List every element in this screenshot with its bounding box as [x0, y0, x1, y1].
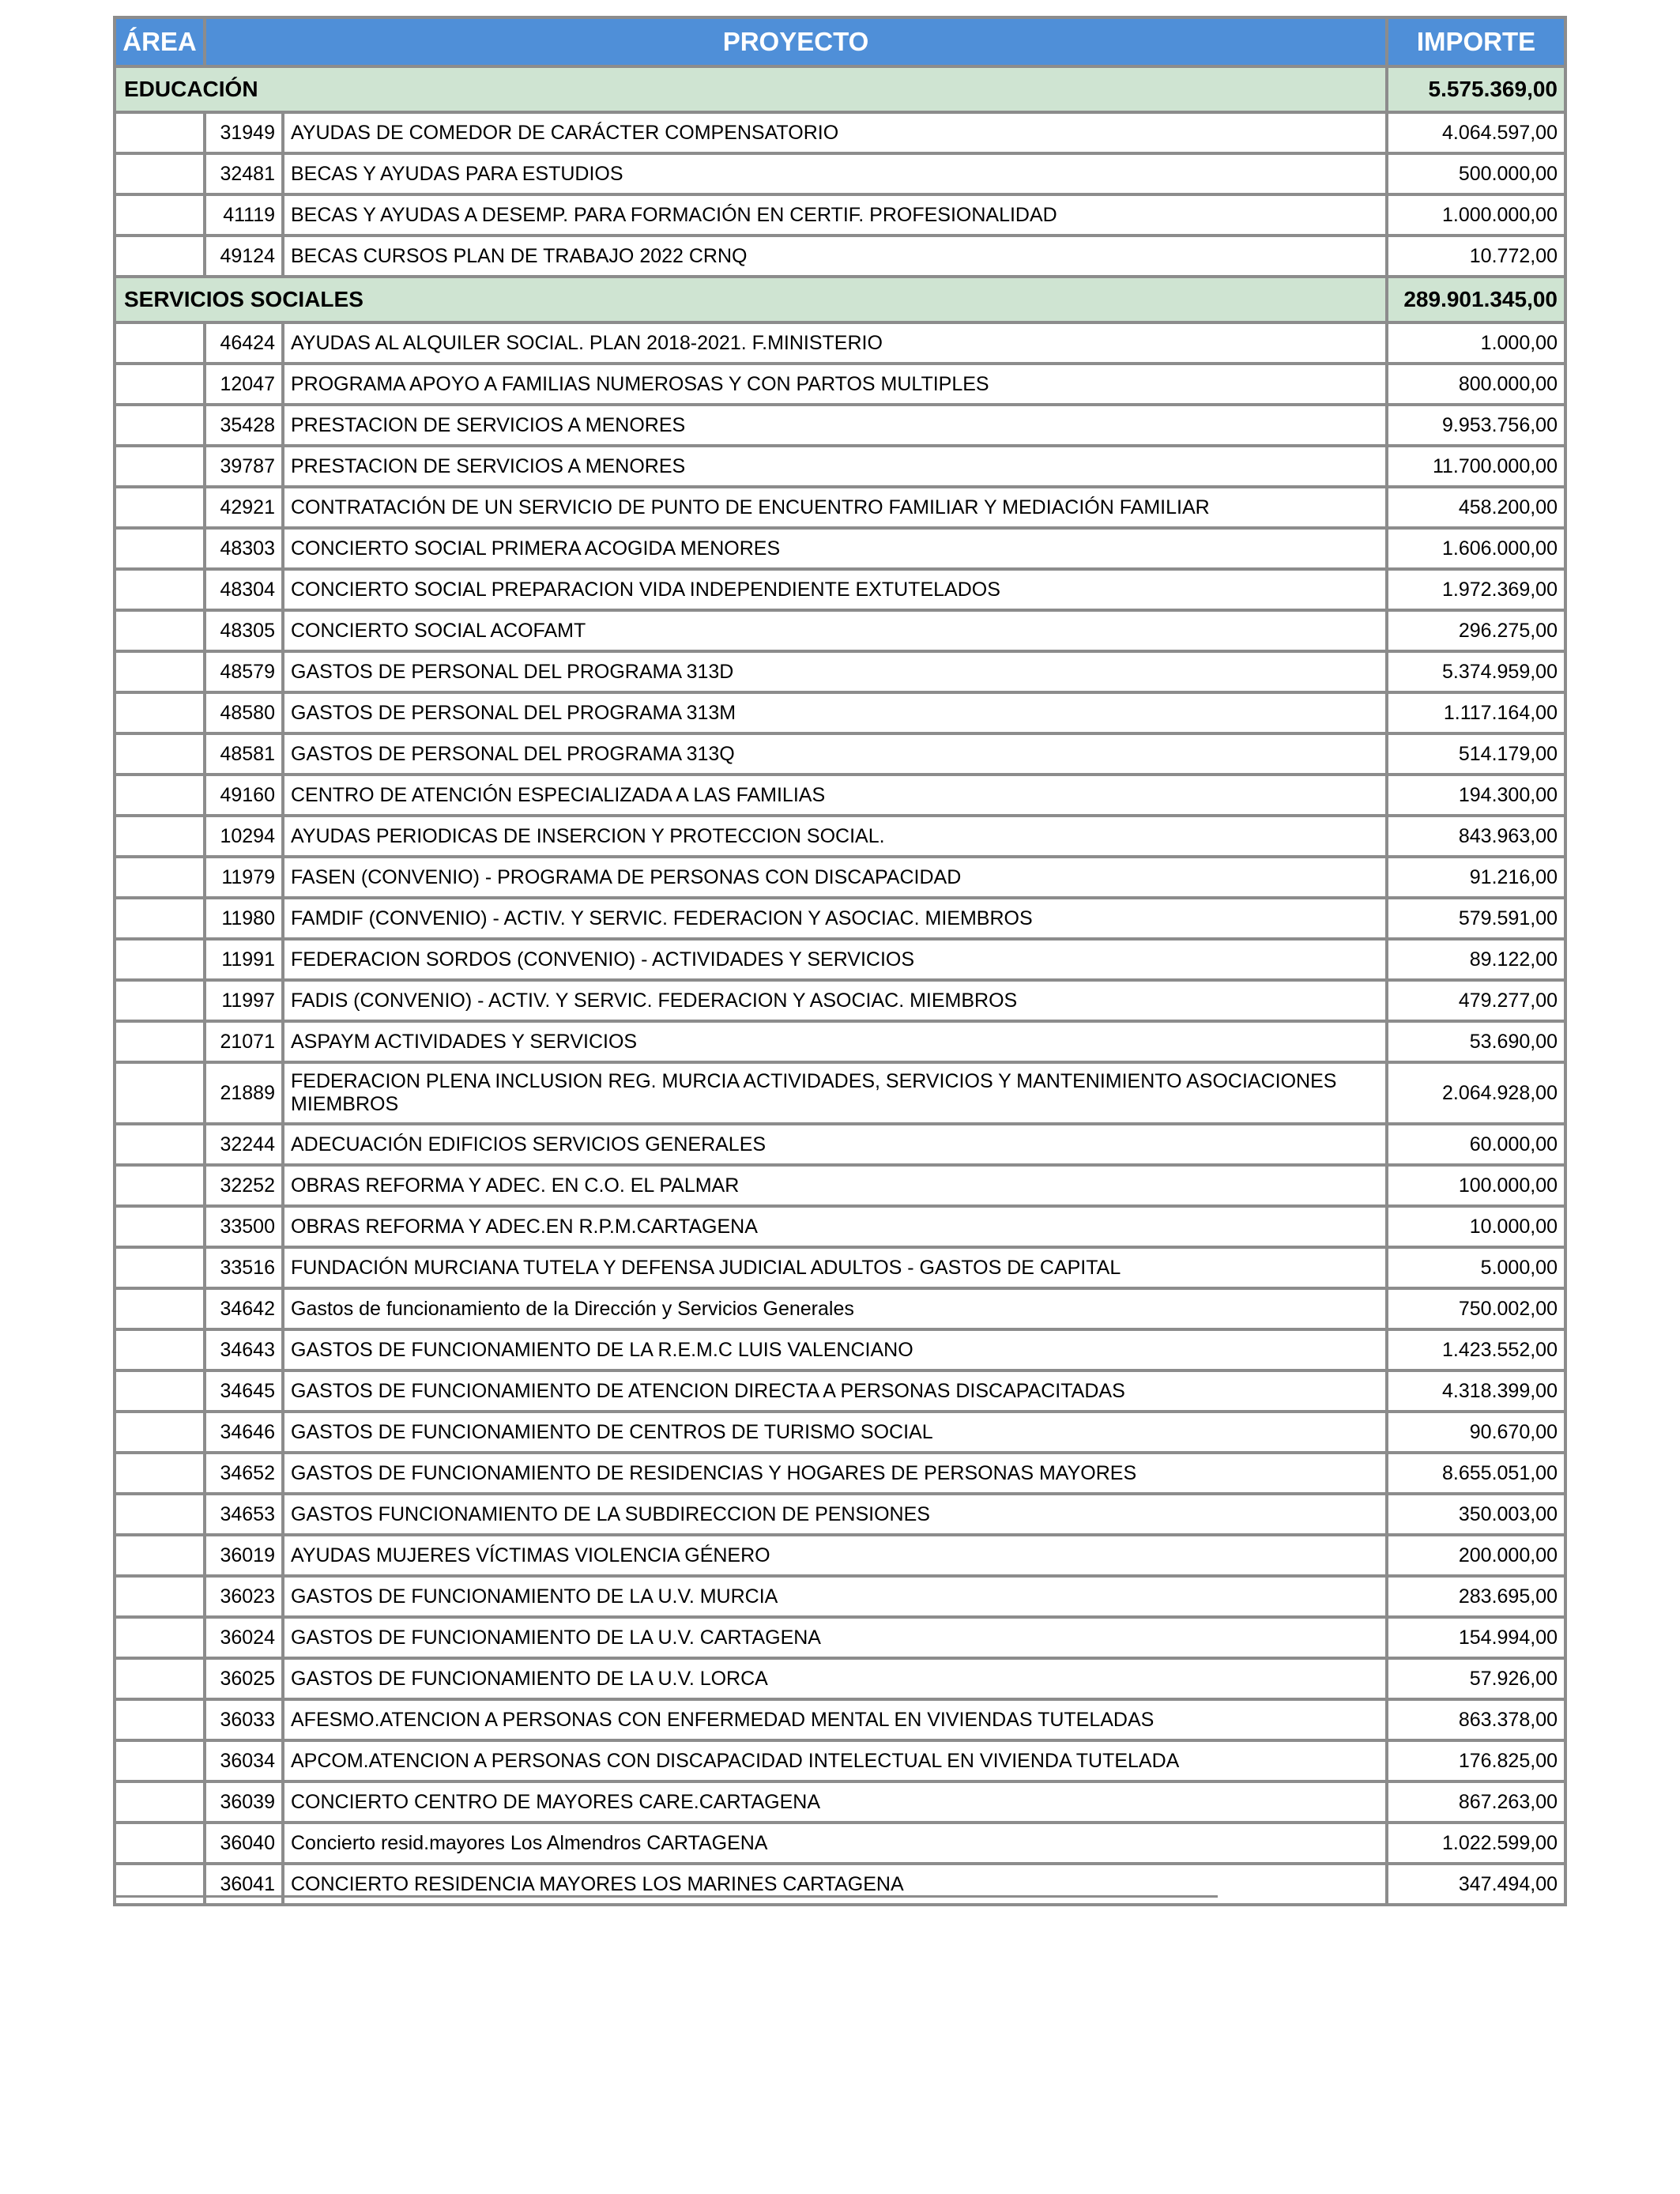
- area-cell: [115, 1535, 205, 1576]
- project-description: GASTOS DE FUNCIONAMIENTO DE LA U.V. LORCA: [283, 1658, 1387, 1699]
- project-code: 49124: [205, 236, 283, 277]
- project-code: 48580: [205, 692, 283, 733]
- project-amount: 4.064.597,00: [1387, 112, 1565, 153]
- table-row: [115, 1370, 1565, 1412]
- project-amount: 200.000,00: [1387, 1535, 1565, 1576]
- project-amount: 750.002,00: [1387, 1288, 1565, 1329]
- table-row: [115, 1329, 1565, 1370]
- project-amount: 500.000,00: [1387, 153, 1565, 194]
- project-amount: 843.963,00: [1387, 816, 1565, 857]
- project-description: CONCIERTO SOCIAL PREPARACION VIDA INDEPENDIENTE EXTUTELADOS: [283, 569, 1387, 610]
- project-code: 21071: [205, 1021, 283, 1062]
- area-cell: [115, 1740, 205, 1781]
- table-row: [115, 610, 1565, 651]
- project-code: 36034: [205, 1740, 283, 1781]
- project-amount: 863.378,00: [1387, 1699, 1565, 1740]
- project-description: CONCIERTO RESIDENCIA MAYORES LOS MARINES CARTAGENA: [283, 1864, 1387, 1905]
- table-row: [115, 1412, 1565, 1453]
- project-amount: 1.022.599,00: [1387, 1823, 1565, 1864]
- project-description: GASTOS DE FUNCIONAMIENTO DE LA U.V. CARTAGENA: [283, 1617, 1387, 1658]
- header-area: ÁREA: [115, 17, 205, 66]
- project-amount: 60.000,00: [1387, 1124, 1565, 1165]
- area-cell: [115, 1823, 205, 1864]
- table-row: [115, 487, 1565, 528]
- area-cell: [115, 857, 205, 898]
- project-amount: 347.494,00: [1387, 1864, 1565, 1905]
- table-row: [115, 405, 1565, 446]
- project-description: CONCIERTO SOCIAL ACOFAMT: [283, 610, 1387, 651]
- area-cell: [115, 692, 205, 733]
- project-description: ADECUACIÓN EDIFICIOS SERVICIOS GENERALES: [283, 1124, 1387, 1165]
- table-row: [115, 1494, 1565, 1535]
- table-row: [115, 939, 1565, 980]
- project-amount: 53.690,00: [1387, 1021, 1565, 1062]
- area-cell: [115, 939, 205, 980]
- table-row: [115, 112, 1565, 153]
- section-row: [115, 277, 1565, 322]
- area-cell: [115, 733, 205, 775]
- project-code: 11991: [205, 939, 283, 980]
- table-row: [115, 1021, 1565, 1062]
- area-cell: [115, 322, 205, 364]
- project-description: CONCIERTO CENTRO DE MAYORES CARE.CARTAGENA: [283, 1781, 1387, 1823]
- project-description: GASTOS DE FUNCIONAMIENTO DE LA R.E.M.C LUIS VALENCIANO: [283, 1329, 1387, 1370]
- project-code: 31949: [205, 112, 283, 153]
- project-amount: 5.000,00: [1387, 1247, 1565, 1288]
- project-amount: 4.318.399,00: [1387, 1370, 1565, 1412]
- project-description: BECAS Y AYUDAS A DESEMP. PARA FORMACIÓN EN CERTIF. PROFESIONALIDAD: [283, 194, 1387, 236]
- project-code: 36023: [205, 1576, 283, 1617]
- project-description: FEDERACION SORDOS (CONVENIO) - ACTIVIDADES Y SERVICIOS: [283, 939, 1387, 980]
- table-body: [115, 66, 1565, 1905]
- project-code: 48579: [205, 651, 283, 692]
- project-description: GASTOS FUNCIONAMIENTO DE LA SUBDIRECCION DE PENSIONES: [283, 1494, 1387, 1535]
- table-row: [115, 1576, 1565, 1617]
- table-row: [115, 1617, 1565, 1658]
- area-cell: [115, 816, 205, 857]
- header-project: PROYECTO: [205, 17, 1387, 66]
- table-row: [115, 1740, 1565, 1781]
- project-amount: 514.179,00: [1387, 733, 1565, 775]
- project-description: Gastos de funcionamiento de la Dirección y Servicios Generales: [283, 1288, 1387, 1329]
- project-description: BECAS Y AYUDAS PARA ESTUDIOS: [283, 153, 1387, 194]
- area-cell: [115, 1412, 205, 1453]
- table-row: [115, 364, 1565, 405]
- area-cell: [115, 1329, 205, 1370]
- project-amount: 1.972.369,00: [1387, 569, 1565, 610]
- area-cell: [115, 1370, 205, 1412]
- area-cell: [115, 1247, 205, 1288]
- project-code: 11979: [205, 857, 283, 898]
- project-description: ASPAYM ACTIVIDADES Y SERVICIOS: [283, 1021, 1387, 1062]
- area-cell: [115, 1062, 205, 1124]
- project-amount: 90.670,00: [1387, 1412, 1565, 1453]
- project-code: 36040: [205, 1823, 283, 1864]
- project-amount: 458.200,00: [1387, 487, 1565, 528]
- table-row: [115, 1206, 1565, 1247]
- project-code: 34653: [205, 1494, 283, 1535]
- area-cell: [115, 1699, 205, 1740]
- project-code: 32244: [205, 1124, 283, 1165]
- project-code: 36033: [205, 1699, 283, 1740]
- area-cell: [115, 1288, 205, 1329]
- project-amount: 9.953.756,00: [1387, 405, 1565, 446]
- project-description: GASTOS DE PERSONAL DEL PROGRAMA 313M: [283, 692, 1387, 733]
- table-row: [115, 1247, 1565, 1288]
- project-amount: 800.000,00: [1387, 364, 1565, 405]
- area-cell: [115, 1165, 205, 1206]
- area-cell: [115, 1453, 205, 1494]
- table-row: [115, 194, 1565, 236]
- project-description: AYUDAS DE COMEDOR DE CARÁCTER COMPENSATORIO: [283, 112, 1387, 153]
- project-amount: 350.003,00: [1387, 1494, 1565, 1535]
- table-row: [115, 1699, 1565, 1740]
- table-row: [115, 733, 1565, 775]
- table-row: [115, 816, 1565, 857]
- project-amount: 296.275,00: [1387, 610, 1565, 651]
- budget-table: [113, 16, 1567, 1906]
- project-code: 32481: [205, 153, 283, 194]
- project-code: 36041: [205, 1864, 283, 1905]
- table-row: [115, 857, 1565, 898]
- area-cell: [115, 651, 205, 692]
- project-description: AYUDAS MUJERES VÍCTIMAS VIOLENCIA GÉNERO: [283, 1535, 1387, 1576]
- project-description: BECAS CURSOS PLAN DE TRABAJO 2022 CRNQ: [283, 236, 1387, 277]
- project-description: OBRAS REFORMA Y ADEC. EN C.O. EL PALMAR: [283, 1165, 1387, 1206]
- project-code: 48581: [205, 733, 283, 775]
- project-description: CONCIERTO SOCIAL PRIMERA ACOGIDA MENORES: [283, 528, 1387, 569]
- area-cell: [115, 194, 205, 236]
- section-name: SERVICIOS SOCIALES: [115, 277, 1387, 322]
- project-code: 42921: [205, 487, 283, 528]
- project-amount: 579.591,00: [1387, 898, 1565, 939]
- section-row: [115, 66, 1565, 112]
- project-code: 41119: [205, 194, 283, 236]
- project-amount: 10.772,00: [1387, 236, 1565, 277]
- project-description: GASTOS DE FUNCIONAMIENTO DE RESIDENCIAS Y HOGARES DE PERSONAS MAYORES: [283, 1453, 1387, 1494]
- project-code: 48303: [205, 528, 283, 569]
- project-amount: 154.994,00: [1387, 1617, 1565, 1658]
- project-code: 36024: [205, 1617, 283, 1658]
- project-code: 33500: [205, 1206, 283, 1247]
- area-cell: [115, 775, 205, 816]
- area-cell: [115, 1124, 205, 1165]
- table-row: [115, 1288, 1565, 1329]
- area-cell: [115, 1658, 205, 1699]
- table-row: [115, 236, 1565, 277]
- project-amount: 479.277,00: [1387, 980, 1565, 1021]
- section-name: EDUCACIÓN: [115, 66, 1387, 112]
- area-cell: [115, 1864, 205, 1905]
- area-cell: [115, 1021, 205, 1062]
- section-total: 5.575.369,00: [1387, 66, 1565, 112]
- project-code: 12047: [205, 364, 283, 405]
- project-description: GASTOS DE PERSONAL DEL PROGRAMA 313Q: [283, 733, 1387, 775]
- area-cell: [115, 610, 205, 651]
- table-row: [115, 153, 1565, 194]
- area-cell: [115, 446, 205, 487]
- header-amount: IMPORTE: [1387, 17, 1565, 66]
- project-amount: 283.695,00: [1387, 1576, 1565, 1617]
- project-code: 48304: [205, 569, 283, 610]
- project-code: 36019: [205, 1535, 283, 1576]
- area-cell: [115, 1781, 205, 1823]
- project-code: 34646: [205, 1412, 283, 1453]
- project-description: GASTOS DE FUNCIONAMIENTO DE ATENCION DIRECTA A PERSONAS DISCAPACITADAS: [283, 1370, 1387, 1412]
- project-code: 48305: [205, 610, 283, 651]
- project-amount: 91.216,00: [1387, 857, 1565, 898]
- project-amount: 11.700.000,00: [1387, 446, 1565, 487]
- project-code: 46424: [205, 322, 283, 364]
- project-code: 34645: [205, 1370, 283, 1412]
- project-code: 10294: [205, 816, 283, 857]
- project-code: 32252: [205, 1165, 283, 1206]
- table-row: [115, 322, 1565, 364]
- table-row: [115, 1165, 1565, 1206]
- area-cell: [115, 112, 205, 153]
- project-amount: 2.064.928,00: [1387, 1062, 1565, 1124]
- project-amount: 1.117.164,00: [1387, 692, 1565, 733]
- project-description: FASEN (CONVENIO) - PROGRAMA DE PERSONAS CON DISCAPACIDAD: [283, 857, 1387, 898]
- project-description: PROGRAMA APOYO A FAMILIAS NUMEROSAS Y CON PARTOS MULTIPLES: [283, 364, 1387, 405]
- project-description: GASTOS DE FUNCIONAMIENTO DE LA U.V. MURCIA: [283, 1576, 1387, 1617]
- table-row: [115, 1062, 1565, 1124]
- project-description: AYUDAS AL ALQUILER SOCIAL. PLAN 2018-2021. F.MINISTERIO: [283, 322, 1387, 364]
- area-cell: [115, 1206, 205, 1247]
- project-code: 35428: [205, 405, 283, 446]
- area-cell: [115, 1494, 205, 1535]
- area-cell: [115, 153, 205, 194]
- project-description: FADIS (CONVENIO) - ACTIV. Y SERVIC. FEDERACION Y ASOCIAC. MIEMBROS: [283, 980, 1387, 1021]
- project-amount: 176.825,00: [1387, 1740, 1565, 1781]
- project-description: PRESTACION DE SERVICIOS A MENORES: [283, 405, 1387, 446]
- area-cell: [115, 364, 205, 405]
- project-description: GASTOS DE PERSONAL DEL PROGRAMA 313D: [283, 651, 1387, 692]
- project-description: FEDERACION PLENA INCLUSION REG. MURCIA ACTIVIDADES, SERVICIOS Y MANTENIMIENTO ASOCIACIONES MIEMBROS: [283, 1062, 1387, 1124]
- project-code: 39787: [205, 446, 283, 487]
- project-amount: 57.926,00: [1387, 1658, 1565, 1699]
- budget-document: [113, 16, 1564, 1906]
- area-cell: [115, 1576, 205, 1617]
- table-row: [115, 1453, 1565, 1494]
- project-amount: 8.655.051,00: [1387, 1453, 1565, 1494]
- project-code: 49160: [205, 775, 283, 816]
- table-row: [115, 980, 1565, 1021]
- project-amount: 5.374.959,00: [1387, 651, 1565, 692]
- area-cell: [115, 528, 205, 569]
- bottom-rule: [113, 1895, 1218, 1898]
- table-row: [115, 1864, 1565, 1905]
- area-cell: [115, 487, 205, 528]
- project-description: FAMDIF (CONVENIO) - ACTIV. Y SERVIC. FEDERACION Y ASOCIAC. MIEMBROS: [283, 898, 1387, 939]
- project-amount: 1.606.000,00: [1387, 528, 1565, 569]
- project-code: 11980: [205, 898, 283, 939]
- table-row: [115, 898, 1565, 939]
- project-code: 34643: [205, 1329, 283, 1370]
- table-row: [115, 446, 1565, 487]
- table-row: [115, 1823, 1565, 1864]
- table-row: [115, 1781, 1565, 1823]
- project-code: 21889: [205, 1062, 283, 1124]
- project-amount: 867.263,00: [1387, 1781, 1565, 1823]
- area-cell: [115, 405, 205, 446]
- table-row: [115, 528, 1565, 569]
- table-row: [115, 1658, 1565, 1699]
- project-code: 36025: [205, 1658, 283, 1699]
- project-description: AYUDAS PERIODICAS DE INSERCION Y PROTECCION SOCIAL.: [283, 816, 1387, 857]
- project-amount: 1.423.552,00: [1387, 1329, 1565, 1370]
- project-code: 36039: [205, 1781, 283, 1823]
- project-code: 33516: [205, 1247, 283, 1288]
- area-cell: [115, 1617, 205, 1658]
- project-description: FUNDACIÓN MURCIANA TUTELA Y DEFENSA JUDICIAL ADULTOS - GASTOS DE CAPITAL: [283, 1247, 1387, 1288]
- project-code: 11997: [205, 980, 283, 1021]
- area-cell: [115, 569, 205, 610]
- project-amount: 10.000,00: [1387, 1206, 1565, 1247]
- project-description: GASTOS DE FUNCIONAMIENTO DE CENTROS DE TURISMO SOCIAL: [283, 1412, 1387, 1453]
- table-row: [115, 692, 1565, 733]
- project-amount: 1.000,00: [1387, 322, 1565, 364]
- table-row: [115, 1535, 1565, 1576]
- project-description: Concierto resid.mayores Los Almendros CARTAGENA: [283, 1823, 1387, 1864]
- project-description: CENTRO DE ATENCIÓN ESPECIALIZADA A LAS FAMILIAS: [283, 775, 1387, 816]
- project-description: AFESMO.ATENCION A PERSONAS CON ENFERMEDAD MENTAL EN VIVIENDAS TUTELADAS: [283, 1699, 1387, 1740]
- project-description: APCOM.ATENCION A PERSONAS CON DISCAPACIDAD INTELECTUAL EN VIVIENDA TUTELADA: [283, 1740, 1387, 1781]
- project-code: 34642: [205, 1288, 283, 1329]
- area-cell: [115, 898, 205, 939]
- table-row: [115, 1124, 1565, 1165]
- table-header-row: [115, 17, 1565, 66]
- table-row: [115, 651, 1565, 692]
- project-description: CONTRATACIÓN DE UN SERVICIO DE PUNTO DE ENCUENTRO FAMILIAR Y MEDIACIÓN FAMILIAR: [283, 487, 1387, 528]
- project-description: PRESTACION DE SERVICIOS A MENORES: [283, 446, 1387, 487]
- project-amount: 1.000.000,00: [1387, 194, 1565, 236]
- project-amount: 194.300,00: [1387, 775, 1565, 816]
- project-amount: 100.000,00: [1387, 1165, 1565, 1206]
- table-row: [115, 569, 1565, 610]
- area-cell: [115, 236, 205, 277]
- project-amount: 89.122,00: [1387, 939, 1565, 980]
- section-total: 289.901.345,00: [1387, 277, 1565, 322]
- project-code: 34652: [205, 1453, 283, 1494]
- project-description: OBRAS REFORMA Y ADEC.EN R.P.M.CARTAGENA: [283, 1206, 1387, 1247]
- area-cell: [115, 980, 205, 1021]
- table-row: [115, 775, 1565, 816]
